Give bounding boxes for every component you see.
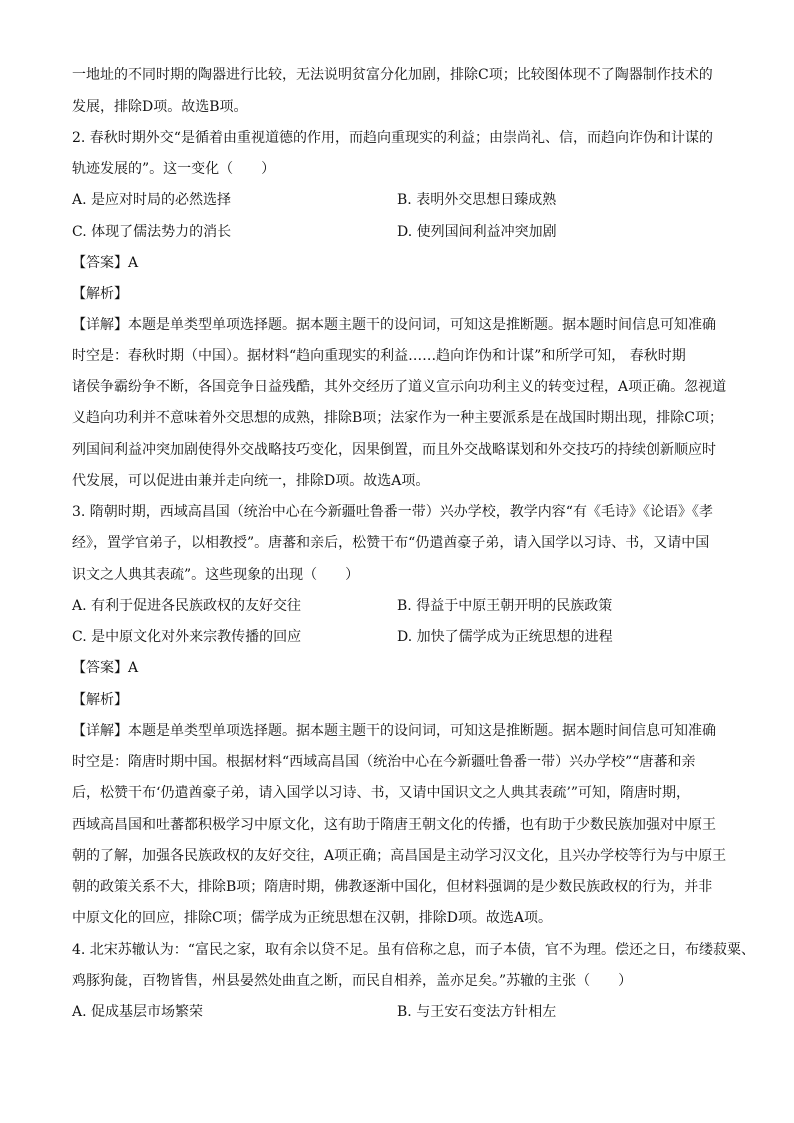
explanation-line: 中原文化的回应，排除C项；儒学成为正统思想在汉朝，排除D项。故选A项。 bbox=[72, 910, 553, 926]
explanation-line: 义趋向功利并不意味着外交思想的成熟，排除B项；法家作为一种主要派系是在战国时期出现，排除C项； bbox=[72, 410, 723, 426]
q4-option-a: A. 促成基层市场繁荣 bbox=[72, 1004, 204, 1020]
explanation-line: 时空是：隋唐时期中国。根据材料“西域高昌国（统治中心在今新疆吐鲁番一带）兴办学校”“唐蕃和亲 bbox=[72, 754, 696, 770]
explanation-line: 西域高昌国和吐蕃都积极学习中原文化，这有助于隋唐王朝文化的传播，也有助于少数民族加强对中原王 bbox=[72, 817, 716, 833]
question-3-stem: 识文之人典其表疏”。这些现象的出现（ ） bbox=[72, 567, 360, 583]
q4-option-b: B. 与王安石变法方针相左 bbox=[397, 1004, 557, 1020]
question-4-stem: 鸡豚狗彘，百物皆售，州县晏然处曲直之断，而民自相养，盖亦足矣。”苏辙的主张（ ） bbox=[72, 973, 633, 989]
explanation-line: 【详解】本题是单类型单项选择题。据本题主题干的设问词，可知这是推断题。据本题时间信息可知准确 bbox=[72, 317, 716, 333]
analysis-label: 【解析】 bbox=[72, 286, 128, 302]
text-line: 发展，排除D项。故选B项。 bbox=[72, 99, 248, 115]
q3-option-a: A. 有利于促进各民族政权的友好交往 bbox=[72, 598, 302, 614]
explanation-line: 诸侯争霸纷争不断，各国竞争日益残酷，其外交经历了道义宣示向功利主义的转变过程，A项正确。忽视道 bbox=[72, 379, 727, 395]
question-4-stem: 4. 北宋苏辙认为：“富民之家，取有余以贷不足。虽有倍称之息，而子本债，官不为理。偿还之日，布缕菽粟、 bbox=[72, 942, 755, 958]
q2-option-a: A. 是应对时局的必然选择 bbox=[72, 192, 232, 208]
explanation-line: 后，松赞干布‘仍遣酋豪子弟，请入国学以习诗、书，又请中国识文之人典其表疏’”可知，隋唐时期， bbox=[72, 785, 691, 801]
q2-option-d: D. 使列国间利益冲突加剧 bbox=[397, 224, 557, 240]
explanation-line: 列国间利益冲突加剧使得外交战略技巧变化，因果倒置，而且外交战略谋划和外交技巧的持续创新顺应时 bbox=[72, 442, 716, 458]
question-2-stem: 轨迹发展的”。这一变化（ ） bbox=[72, 161, 276, 177]
analysis-label: 【解析】 bbox=[72, 692, 128, 708]
explanation-line: 时空是：春秋时期（中国）。据材料“趋向重现实的利益……趋向诈伪和计谋”和所学可知， 春秋时期 bbox=[72, 348, 686, 364]
q2-option-b: B. 表明外交思想日臻成熟 bbox=[397, 192, 557, 208]
question-3-stem: 3. 隋朝时期，西域高昌国（统治中心在今新疆吐鲁番一带）兴办学校，教学内容“有《毛诗》《论语》《孝 bbox=[72, 504, 713, 520]
explanation-line: 朝的政策关系不大，排除B项；隋唐时期，佛教逐渐中国化，但材料强调的是少数民族政权的行为，并非 bbox=[72, 879, 713, 895]
q2-option-c: C. 体现了儒法势力的消长 bbox=[72, 224, 232, 240]
q3-option-b: B. 得益于中原王朝开明的民族政策 bbox=[397, 598, 613, 614]
answer-label: 【答案】A bbox=[72, 660, 139, 676]
q3-option-c: C. 是中原文化对外来宗教传播的回应 bbox=[72, 629, 302, 645]
q3-option-d: D. 加快了儒学成为正统思想的进程 bbox=[397, 629, 613, 645]
text-line: 一地址的不同时期的陶器进行比较，无法说明贫富分化加剧，排除C项；比较图体现不了陶器制作技术的 bbox=[72, 67, 713, 83]
answer-label: 【答案】A bbox=[72, 255, 139, 271]
explanation-line: 【详解】本题是单类型单项选择题。据本题主题干的设问词，可知这是推断题。据本题时间信息可知准确 bbox=[72, 723, 716, 739]
question-2-stem: 2. 春秋时期外交“是循着由重视道德的作用，而趋向重现实的利益；由崇尚礼、信，而趋向诈伪和计谋的 bbox=[72, 130, 713, 146]
explanation-line: 朝的了解，加强各民族政权的友好交往，A项正确；高昌国是主动学习汉文化，且兴办学校等行为与中原王 bbox=[72, 848, 727, 864]
explanation-line: 代发展，可以促进由兼并走向统一，排除D项。故选A项。 bbox=[72, 473, 430, 489]
question-3-stem: 经》，置学官弟子，以相教授”。唐蕃和亲后，松赞干布“仍遣酋豪子弟，请入国学以习诗、书，又请中国 bbox=[72, 535, 710, 551]
